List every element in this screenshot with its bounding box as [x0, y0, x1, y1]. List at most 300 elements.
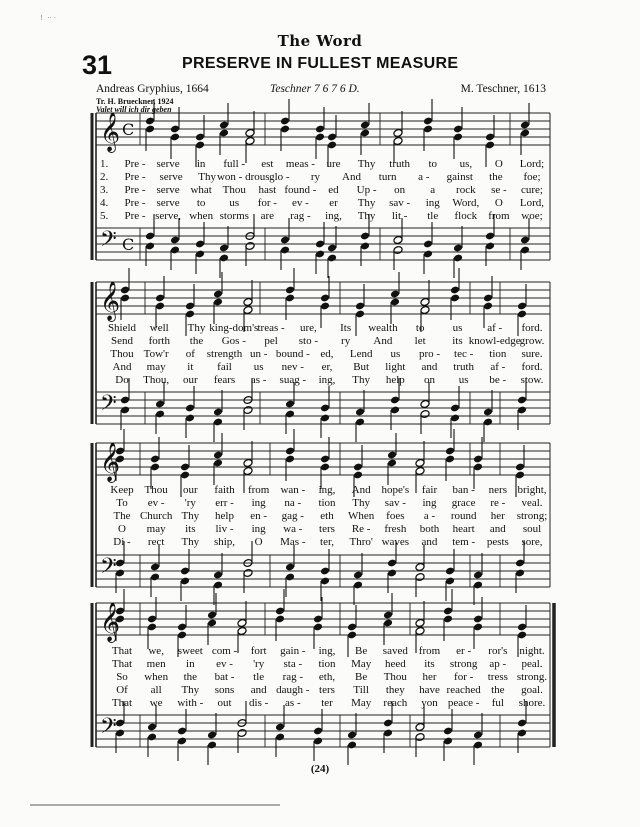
lyric-syllable: and — [250, 684, 267, 696]
lyric-syllable: tle — [253, 671, 265, 683]
bottom-rule — [30, 804, 280, 806]
lyric-syllable: sons — [214, 684, 235, 696]
lyric-syllable: ban - — [452, 484, 475, 496]
lyric-line — [0, 484, 640, 497]
page-number: (24) — [310, 763, 330, 775]
svg-text:𝄞: 𝄞 — [100, 281, 121, 321]
lyric-syllable: to — [415, 322, 425, 334]
lyric-syllable: Word, — [452, 197, 480, 209]
lyric-syllable: as - — [285, 697, 301, 709]
lyric-syllable: And — [342, 171, 362, 183]
lyric-syllable: reach — [383, 697, 408, 709]
lyric-syllable: ing — [251, 523, 266, 535]
lyric-syllable: re - — [490, 497, 506, 509]
lyric-syllable: all — [150, 684, 162, 696]
lyric-syllable: fears — [213, 374, 236, 386]
lyric-syllable: ure — [326, 158, 341, 170]
lyric-syllable: yon — [421, 697, 438, 709]
lyric-syllable: To — [116, 497, 128, 509]
lyric-syllable: a - — [418, 171, 430, 183]
lyric-syllable: found - — [284, 184, 317, 196]
lyric-line — [0, 171, 640, 184]
lyric-syllable: serve, — [155, 210, 182, 222]
lyric-line — [0, 361, 640, 374]
lyric-syllable: stow. — [520, 374, 544, 386]
author-credit: Andreas Gryphius, 1664 — [96, 83, 209, 95]
lyric-syllable: the — [189, 335, 204, 347]
lyric-syllable: Thy — [187, 322, 206, 334]
lyric-syllable: ing, — [318, 645, 336, 657]
lyric-syllable: Its — [340, 322, 352, 334]
lyric-syllable: fort — [250, 645, 267, 657]
lyric-syllable: when — [189, 210, 214, 222]
lyric-syllable: gag - — [281, 510, 304, 522]
lyric-syllable: forth — [148, 335, 170, 347]
lyric-syllable: Be — [355, 645, 368, 657]
svg-text:𝄢: 𝄢 — [100, 554, 117, 584]
lyric-syllable: May — [351, 697, 372, 709]
lyric-syllable: Thou — [110, 348, 134, 360]
lyric-syllable: est — [261, 158, 274, 170]
lyric-syllable: bat - — [214, 671, 235, 683]
lyric-syllable: glo - — [269, 171, 290, 183]
lyric-syllable: and — [489, 523, 506, 535]
lyric-syllable: sweet — [177, 645, 203, 657]
lyric-syllable: ry — [341, 335, 351, 347]
lyric-syllable: tion — [318, 658, 336, 670]
lyric-syllable: sav - — [389, 197, 411, 209]
lyric-syllable: full - — [223, 158, 246, 170]
lyric-syllable: fail — [217, 361, 232, 373]
lyric-line — [0, 348, 640, 361]
lyric-syllable: Of — [116, 684, 128, 696]
lyric-syllable: storms — [219, 210, 249, 222]
lyric-syllable: ters — [319, 523, 335, 535]
lyric-syllable: Thy — [357, 197, 376, 209]
lyric-line — [0, 184, 640, 197]
lyric-syllable: ing — [425, 197, 440, 209]
lyric-syllable: it — [187, 361, 194, 373]
lyric-syllable: en - — [250, 510, 268, 522]
lyric-syllable: Lord; — [519, 158, 545, 170]
lyric-syllable: from — [488, 210, 510, 222]
lyric-line — [0, 684, 640, 697]
lyric-syllable: af - — [490, 361, 506, 373]
lyric-syllable: ror's — [488, 645, 508, 657]
lyric-syllable: sore, — [521, 536, 543, 548]
lyric-syllable: its — [185, 523, 196, 535]
lyric-syllable: with - — [177, 697, 204, 709]
lyric-syllable: O — [494, 158, 503, 170]
lyric-line — [0, 658, 640, 671]
hymn-number: 31 — [82, 50, 113, 80]
verse-number: 4. — [100, 197, 109, 209]
lyric-syllable: 'ry — [184, 497, 196, 509]
svg-text:𝄞: 𝄞 — [100, 602, 121, 642]
lyric-syllable: tem - — [452, 536, 476, 548]
lyric-syllable: the — [489, 171, 503, 183]
lyric-syllable: serve — [156, 197, 180, 209]
lyric-syllable: for - — [257, 197, 277, 209]
lyric-syllable: bound - — [275, 348, 310, 360]
lyric-syllable: Pre - — [124, 210, 146, 222]
lyric-syllable: And — [373, 335, 393, 347]
lyric-syllable: faith — [214, 484, 235, 496]
lyric-syllable: af - — [487, 322, 503, 334]
lyric-syllable: Thy — [352, 374, 371, 386]
lyric-syllable: its — [424, 658, 435, 670]
lyric-syllable: us — [458, 374, 469, 386]
lyric-syllable: ed — [328, 184, 339, 196]
lyric-line — [0, 335, 640, 348]
lyric-syllable: May — [351, 658, 372, 670]
lyric-syllable: com - — [211, 645, 238, 657]
lyric-syllable: tion — [489, 348, 507, 360]
lyric-syllable: liv - — [215, 523, 234, 535]
verse-number: 2. — [100, 171, 109, 183]
original-title: Valet will ich dir geben — [96, 105, 172, 114]
lyric-syllable: Keep — [110, 484, 134, 496]
lyric-syllable: Pre - — [124, 197, 146, 209]
lyric-syllable: rag - — [282, 671, 304, 683]
lyric-line — [0, 497, 640, 510]
lyric-syllable: a - — [423, 510, 436, 522]
lyric-syllable: our — [182, 484, 198, 496]
lyric-syllable: serve — [156, 158, 180, 170]
lyric-syllable: se - — [491, 184, 507, 196]
section-header: The Word — [277, 32, 363, 50]
lyric-syllable: Thy — [198, 171, 217, 183]
lyric-syllable: ry — [310, 171, 321, 183]
lyric-syllable: reached — [446, 684, 481, 696]
lyric-syllable: gainst — [446, 171, 473, 183]
lyric-syllable: Till — [353, 684, 369, 696]
lyric-syllable: Thou — [383, 671, 407, 683]
lyric-syllable: in — [186, 658, 195, 670]
lyric-syllable: on — [424, 374, 435, 386]
verse-number: 1. — [100, 158, 109, 170]
svg-text:𝄢: 𝄢 — [100, 391, 117, 421]
lyric-syllable: foes — [386, 510, 405, 522]
lyric-line — [0, 197, 640, 210]
lyric-syllable: waves — [381, 536, 410, 548]
lyric-syllable: strong — [449, 658, 478, 670]
lyric-syllable: suag - — [279, 374, 307, 386]
lyric-syllable: sav - — [384, 497, 406, 509]
lyric-syllable: ing, — [318, 374, 336, 386]
lyric-syllable: Thy — [181, 536, 200, 548]
lyric-syllable: what — [190, 184, 212, 196]
lyric-syllable: ners — [488, 484, 507, 496]
lyric-syllable: and — [421, 361, 438, 373]
lyric-syllable: ev - — [292, 197, 309, 209]
lyric-syllable: err - — [215, 497, 234, 509]
lyric-syllable: cure; — [521, 184, 543, 196]
lyric-syllable: her — [490, 510, 505, 522]
svg-text:𝄞: 𝄞 — [100, 442, 121, 482]
lyric-syllable: Thy — [357, 158, 376, 170]
lyric-syllable: But — [353, 361, 370, 373]
lyric-syllable: bright, — [517, 484, 547, 496]
lyric-syllable: tle — [427, 210, 439, 222]
lyric-syllable: tec - — [454, 348, 474, 360]
lyric-syllable: night. — [519, 645, 545, 657]
lyric-syllable: ev - — [216, 658, 233, 670]
lyric-syllable: wealth — [368, 322, 398, 334]
translator-credit: Tr. H. Brueckner, 1924 — [96, 97, 174, 106]
lyric-syllable: When — [348, 510, 375, 522]
lyric-syllable: foe; — [523, 171, 541, 183]
lyric-syllable: strength — [206, 348, 243, 360]
lyric-syllable: won - drous — [216, 171, 270, 183]
lyric-syllable: Re - — [351, 523, 371, 535]
lyric-syllable: meas - — [285, 158, 315, 170]
lyric-syllable: to — [196, 197, 206, 209]
lyric-syllable: ap - — [489, 658, 507, 670]
lyric-syllable: the — [183, 671, 198, 683]
lyric-line — [0, 645, 640, 658]
lyric-syllable: well — [149, 322, 169, 334]
lyric-syllable: wa - — [283, 523, 303, 535]
lyric-syllable: heed — [384, 658, 406, 670]
lyric-syllable: Mas - — [280, 536, 306, 548]
lyric-syllable: eth — [320, 510, 334, 522]
lyric-syllable: have — [419, 684, 440, 696]
lyric-syllable: ing — [251, 497, 266, 509]
lyric-syllable: on — [394, 184, 406, 196]
lyric-syllable: That — [111, 697, 133, 709]
tune-credit: Teschner 7 6 7 6 D. — [270, 83, 360, 95]
lyric-syllable: us — [452, 322, 463, 334]
svg-text:C: C — [122, 235, 135, 254]
lyric-syllable: O — [494, 197, 503, 209]
lyric-syllable: Pre - — [124, 171, 146, 183]
svg-text:𝄞: 𝄞 — [100, 112, 121, 152]
lyric-syllable: ing, — [325, 210, 342, 222]
lyric-syllable: That — [111, 658, 133, 670]
lyric-syllable: ev - — [147, 497, 165, 509]
lyric-syllable: And — [351, 484, 371, 496]
lyric-syllable: the — [491, 684, 505, 696]
lyric-syllable: us — [390, 348, 401, 360]
lyric-syllable: let — [414, 335, 426, 347]
lyric-syllable: Pre - — [124, 184, 146, 196]
lyric-syllable: be - — [489, 374, 507, 386]
lyric-syllable: saved — [382, 645, 408, 657]
lyric-syllable: ford. — [521, 361, 543, 373]
lyric-syllable: strong; — [516, 510, 548, 522]
lyric-syllable: Thy — [181, 684, 200, 696]
lyric-line — [0, 510, 640, 523]
lyric-syllable: us — [253, 361, 264, 373]
lyric-line — [0, 697, 640, 710]
lyric-syllable: grow. — [519, 335, 545, 347]
lyric-syllable: wan - — [280, 484, 306, 496]
lyric-syllable: pro - — [418, 348, 441, 360]
lyric-syllable: peace - — [447, 697, 480, 709]
lyric-line — [0, 536, 640, 549]
lyric-syllable: ed, — [320, 348, 334, 360]
lyric-syllable: rect — [147, 536, 165, 548]
lyric-syllable: Thou — [144, 484, 168, 496]
lyric-syllable: king-dom's — [209, 322, 259, 334]
lyric-syllable: gain - — [280, 645, 306, 657]
svg-text:𝄢: 𝄢 — [100, 714, 117, 744]
lyric-syllable: That — [111, 645, 133, 657]
margin-mark: ! ·· · — [40, 14, 57, 22]
lyric-syllable: Do — [115, 374, 129, 386]
lyric-syllable: strong. — [516, 671, 548, 683]
lyric-syllable: un - — [249, 348, 268, 360]
lyric-syllable: we, — [148, 645, 164, 657]
lyric-syllable: O — [118, 523, 126, 535]
lyric-syllable: us — [229, 197, 240, 209]
lyric-syllable: as - — [250, 374, 267, 386]
lyric-syllable: ing — [422, 497, 437, 509]
lyric-syllable: our — [182, 374, 198, 386]
lyric-syllable: dis - — [249, 697, 269, 709]
lyric-syllable: men — [146, 658, 166, 670]
lyric-syllable: of — [185, 348, 195, 360]
composer-credit: M. Teschner, 1613 — [460, 83, 546, 95]
lyric-syllable: ship, — [213, 536, 236, 548]
lyric-syllable: fair — [421, 484, 438, 496]
lyric-syllable: ter — [321, 697, 333, 709]
lyric-syllable: help — [385, 374, 405, 386]
lyric-syllable: Lend — [349, 348, 373, 360]
lyric-syllable: Thro' — [349, 536, 373, 548]
lyric-syllable: serve — [159, 171, 183, 183]
lyric-syllable: O — [254, 536, 263, 548]
lyric-line — [0, 210, 640, 223]
lyric-syllable: ing, — [318, 484, 336, 496]
lyric-syllable: Pre - — [124, 158, 146, 170]
lyric-syllable: rag - — [290, 210, 311, 222]
lyric-syllable: Shield — [107, 322, 137, 334]
lyric-syllable: ters — [319, 684, 335, 696]
lyric-syllable: Church — [139, 510, 173, 522]
lyric-syllable: knowl-edge — [468, 335, 521, 347]
lyric-syllable: woe; — [521, 210, 543, 222]
lyric-syllable: sto - — [298, 335, 318, 347]
lyric-syllable: turn — [378, 171, 397, 183]
lyric-syllable: Be — [355, 671, 368, 683]
lyric-syllable: both — [419, 523, 440, 535]
lyric-syllable: Thou — [222, 184, 246, 196]
lyric-syllable: Tow'r — [143, 348, 169, 360]
lyric-line — [0, 158, 640, 171]
lyric-syllable: flock — [454, 210, 478, 222]
hymn-title: PRESERVE IN FULLEST MEASURE — [182, 55, 459, 72]
lyric-syllable: veal. — [521, 497, 543, 509]
svg-text:𝄢: 𝄢 — [100, 227, 117, 257]
lyric-syllable: we — [149, 697, 163, 709]
lyric-syllable: er, — [321, 361, 333, 373]
lyric-syllable: er — [329, 197, 338, 209]
lyric-syllable: out — [217, 697, 232, 709]
lyric-syllable: ful — [491, 697, 504, 709]
lyric-syllable: light — [385, 361, 406, 373]
lyric-syllable: ure, — [299, 322, 317, 334]
lyric-line — [0, 523, 640, 536]
lyric-syllable: 'ry — [253, 658, 265, 670]
lyric-syllable: Thy — [357, 210, 376, 222]
lyric-syllable: Thou, — [143, 374, 170, 386]
lyric-syllable: hope's — [381, 484, 410, 496]
lyric-syllable: The — [113, 510, 131, 522]
lyric-syllable: sta - — [283, 658, 303, 670]
lyric-syllable: when — [144, 671, 169, 683]
lyric-syllable: sure. — [521, 348, 543, 360]
lyric-syllable: are — [260, 210, 275, 222]
lyric-syllable: tion — [318, 497, 336, 509]
lyric-syllable: lit - — [391, 210, 408, 222]
verse-number: 5. — [100, 210, 109, 222]
lyric-syllable: pel — [264, 335, 278, 347]
lyric-syllable: rock — [456, 184, 476, 196]
lyric-syllable: they — [385, 684, 405, 696]
lyric-syllable: from — [418, 645, 441, 657]
lyric-syllable: Di - — [113, 536, 131, 548]
lyric-syllable: its — [452, 335, 463, 347]
lyric-syllable: help — [215, 510, 234, 522]
lyric-syllable: fresh — [384, 523, 407, 535]
lyric-syllable: round — [450, 510, 477, 522]
lyric-syllable: in — [196, 158, 206, 170]
lyric-syllable: Thy — [181, 510, 200, 522]
lyric-syllable: from — [247, 484, 270, 496]
lyric-line — [0, 322, 640, 335]
lyric-syllable: shore. — [518, 697, 546, 709]
lyric-syllable: us, — [459, 158, 473, 170]
lyric-syllable: may — [146, 523, 166, 535]
lyric-syllable: er - — [456, 645, 472, 657]
lyric-syllable: and — [421, 536, 438, 548]
lyric-syllable: And — [112, 361, 132, 373]
lyric-syllable: grace — [451, 497, 476, 509]
lyric-syllable: nev - — [281, 361, 304, 373]
lyric-syllable: serve — [156, 184, 180, 196]
lyric-syllable: to — [428, 158, 438, 170]
lyric-syllable: Up - — [356, 184, 377, 196]
lyric-syllable: So — [116, 671, 128, 683]
lyric-syllable: truth — [453, 361, 475, 373]
lyric-line — [0, 671, 640, 684]
lyric-syllable: peal. — [521, 658, 543, 670]
lyric-syllable: heart — [452, 523, 475, 535]
svg-text:C: C — [122, 120, 135, 139]
lyric-syllable: pests — [486, 536, 509, 548]
lyric-syllable: for - — [454, 671, 474, 683]
lyric-line — [0, 374, 640, 387]
lyric-syllable: Gos - — [221, 335, 246, 347]
lyric-syllable: ter, — [320, 536, 334, 548]
lyric-syllable: tress — [487, 671, 508, 683]
lyric-syllable: ford. — [521, 322, 543, 334]
lyric-syllable: daugh - — [276, 684, 310, 696]
lyric-syllable: hast — [258, 184, 277, 196]
lyric-syllable: her — [422, 671, 437, 683]
lyric-syllable: treas - — [257, 322, 285, 334]
lyric-syllable: Send — [111, 335, 133, 347]
lyric-syllable: Thy — [352, 497, 371, 509]
verse-number: 3. — [100, 184, 109, 196]
lyric-syllable: eth, — [318, 671, 336, 683]
lyric-syllable: soul — [522, 523, 542, 535]
lyric-syllable: goal. — [521, 684, 543, 696]
lyric-syllable: a — [430, 184, 436, 196]
lyric-syllable: may — [146, 361, 166, 373]
